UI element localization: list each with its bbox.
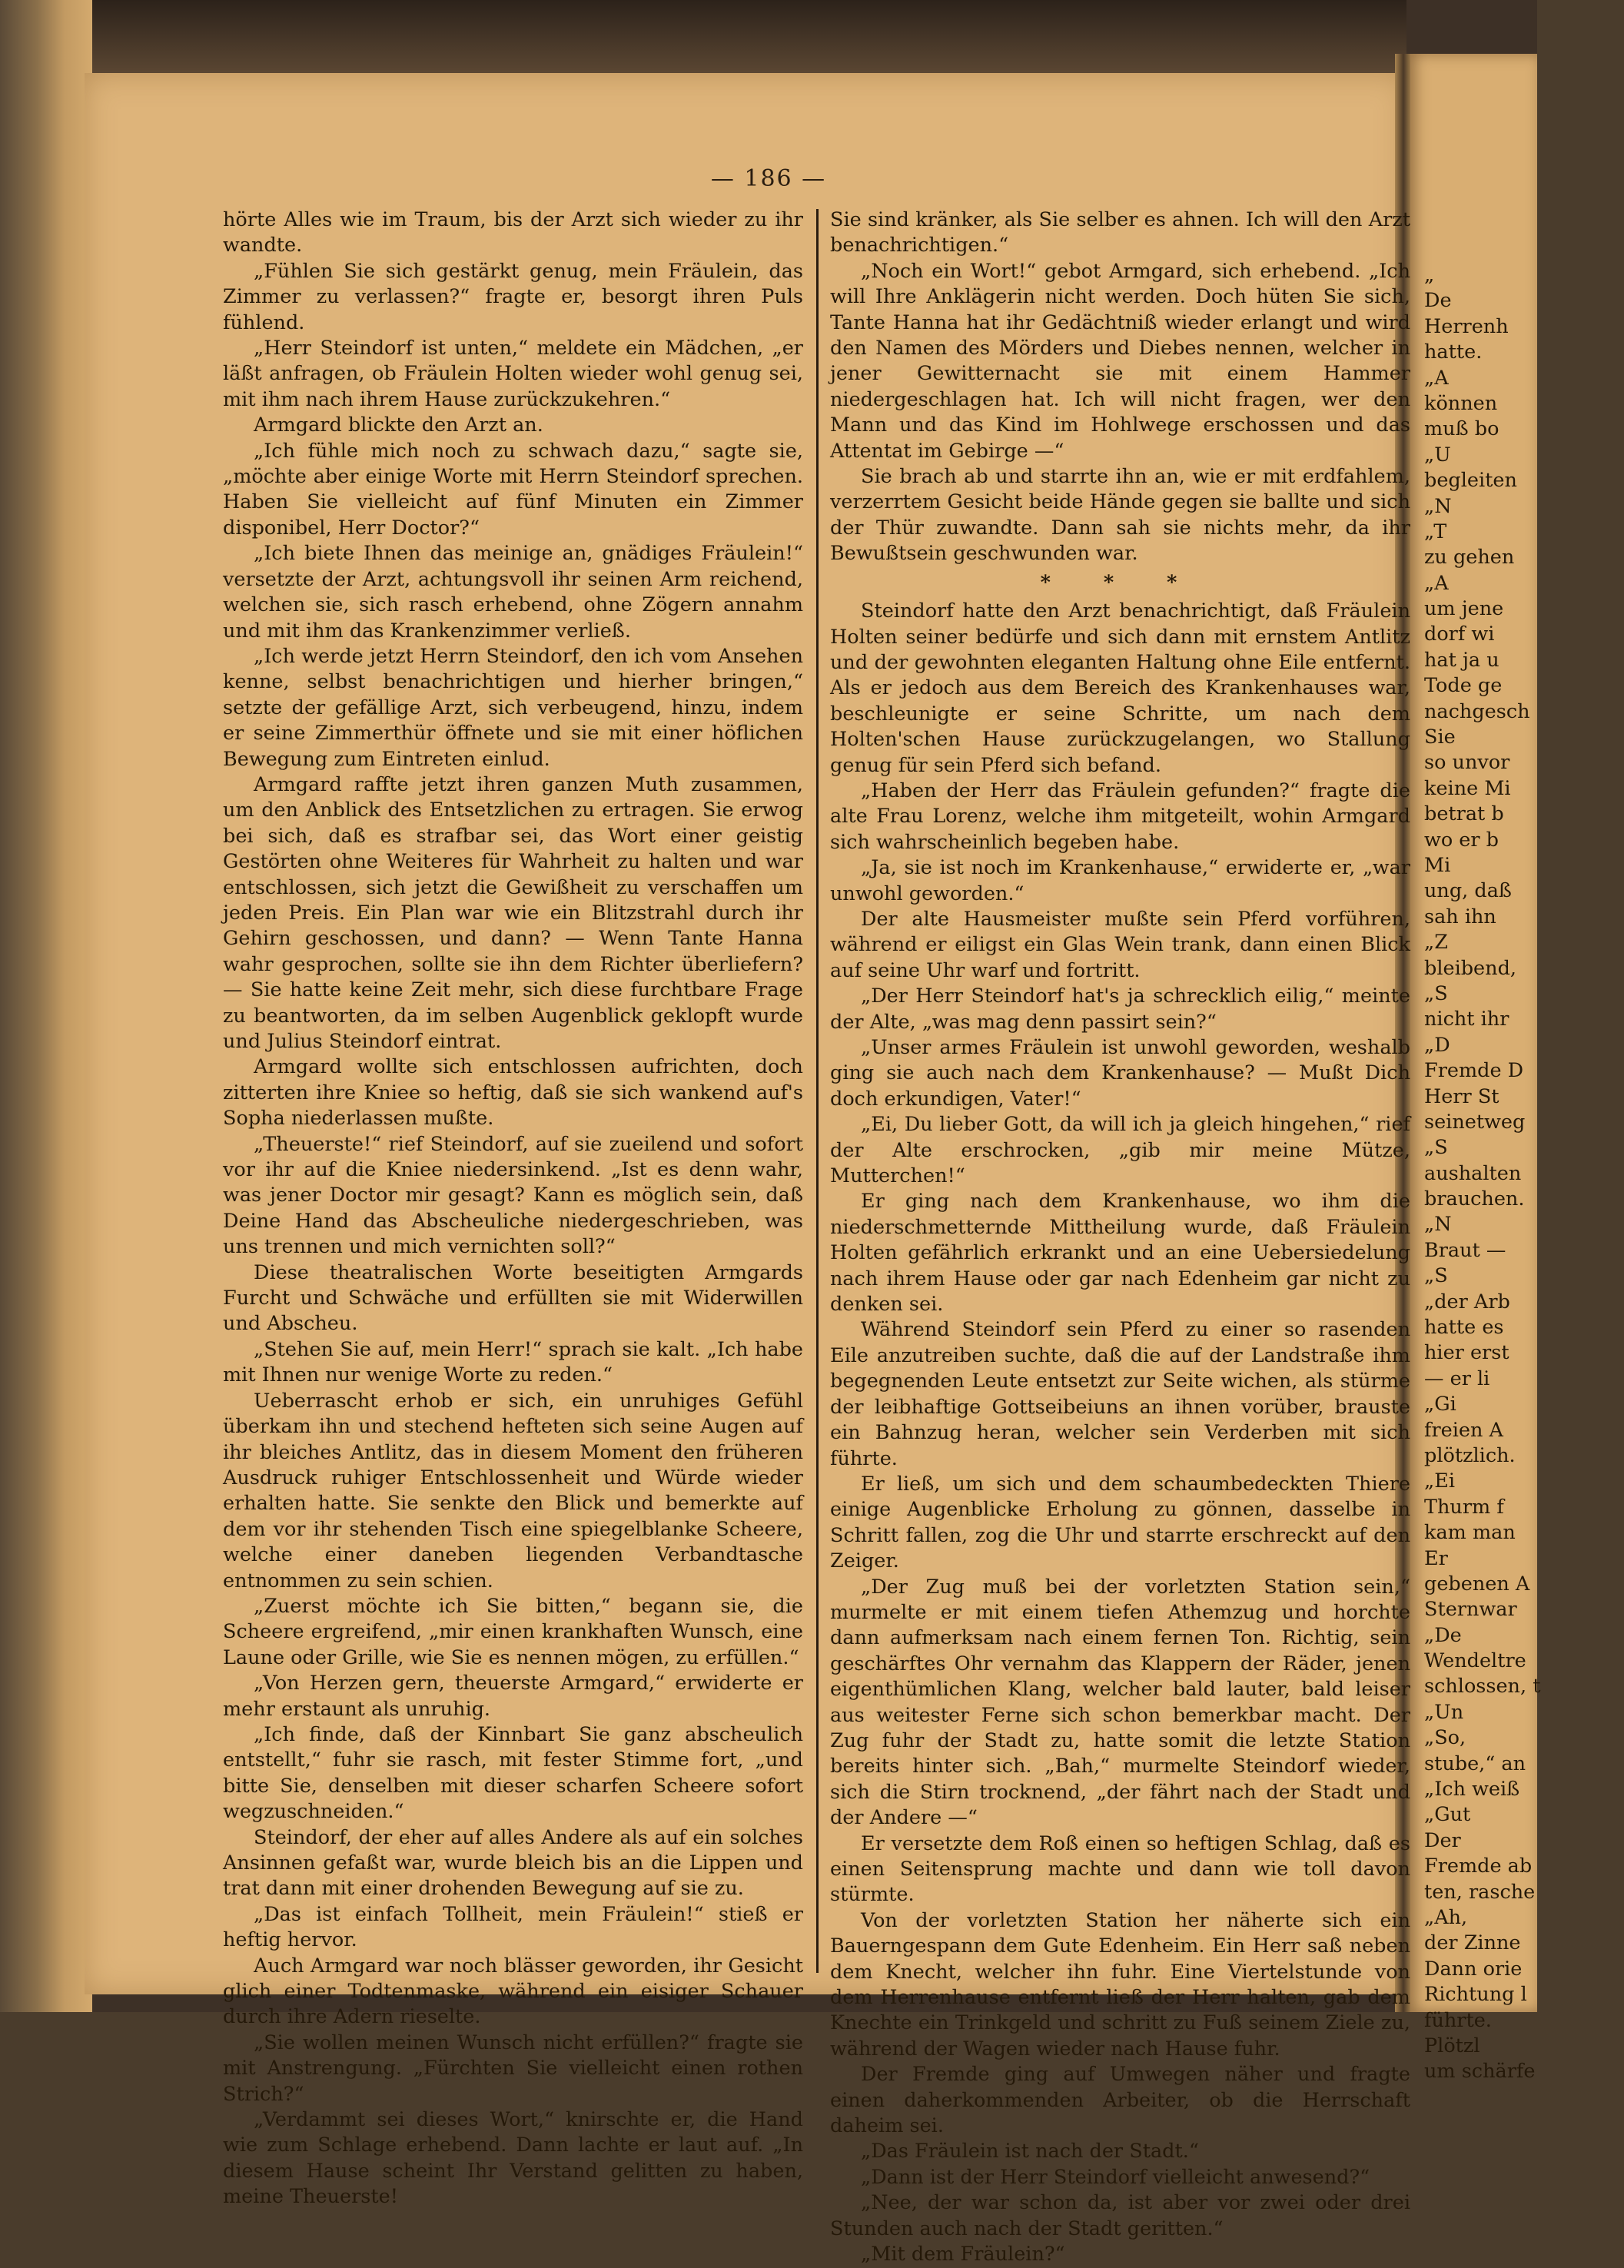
next-page-line: Herrenh (1424, 314, 1509, 338)
next-page-line: „ (1424, 264, 1435, 287)
paragraph: Sie brach ab und starrte ihn an, wie er mit erdfahlem, verzerrtem Gesicht beide Hände gegen sie ballte und sich der Thür zuwandte. Dann sah sie nichts mehr, da ihr Bewußtsein geschwunden war. (830, 465, 1410, 566)
next-page-line: Plötzl (1424, 2034, 1480, 2057)
next-page-line: Herr St (1424, 1084, 1499, 1108)
paragraph: Während Steindorf sein Pferd zu einer so rasenden Eile anzutreiben suchte, daß die auf der Landstraße ihm begegnenden Leute entsetzt zur Seite wichen, als stürme der leibhaftige Gottseibeiuns an ihnen vorüber, brauste ein Bahnzug heran, welcher sein Verderben mit sich führte. (830, 1318, 1410, 1470)
paragraph: „Von Herzen gern, theuerste Armgard,“ erwiderte er mehr erstaunt als unruhig. (223, 1672, 803, 1721)
paragraph: Armgard wollte sich entschlossen aufrichten, doch zitterten ihre Kniee so heftig, daß sie sich wankend auf's Sopha niederlassen mußte. (223, 1055, 803, 1131)
next-page-line: De (1424, 289, 1452, 313)
paragraph: Der alte Hausmeister mußte sein Pferd vorführen, während er eiligst ein Glas Wein trank, dann einen Blick auf seine Uhr warf und fortritt. (830, 907, 1410, 982)
next-page-line: Tode ge (1424, 674, 1503, 698)
next-page-line: „A (1424, 366, 1449, 390)
paragraph: „Nee, der war schon da, ist aber vor zwei oder drei Stunden auch nach der Stadt geritten.“ (830, 2191, 1410, 2240)
next-page-line: nachgesch (1424, 699, 1530, 723)
paragraph: „Dann ist der Herr Steindorf vielleicht anwesend?“ (861, 2165, 1370, 2189)
next-page-line: aushalten (1424, 1161, 1522, 1185)
section-separator: * * * (1040, 570, 1201, 594)
next-page-line: — er li (1424, 1366, 1490, 1390)
next-page-line: „T (1424, 520, 1447, 543)
page-number: — 186 — (710, 165, 827, 192)
paragraph: „Sie wollen meinen Wunsch nicht erfüllen?“ fragte sie mit Anstrengung. „Fürchten Sie vielleicht einen rothen Strich?“ (223, 2031, 803, 2106)
paragraph: „Ich fühle mich noch zu schwach dazu,“ sagte sie, „möchte aber einige Worte mit Herrn Steindorf sprechen. Haben Sie vielleicht auf fünf Minuten ein Zimmer disponibel, Herr Doctor?“ (223, 439, 803, 540)
next-page-line: plötzlich. (1424, 1443, 1516, 1467)
paragraph: Ueberrascht erhob er sich, ein unruhiges Gefühl überkam ihn und stechend hefteten sich seine Augen auf ihr bleiches Antlitz, das in diesem Moment den früheren Ausdruck ruhiger Entschlossenheit und Würde wieder erhalten hatte. Sie senkte den Blick und bemerkte auf dem vor ihr stehenden Tisch eine spiegelblanke Scheere, welche einer daneben liegenden Verbandtasche entnommen zu sein schien. (223, 1389, 803, 1592)
next-page-line: „U (1424, 443, 1451, 467)
next-page-line: „Ich weiß (1424, 1778, 1520, 1801)
next-page-line: nicht ihr (1424, 1008, 1509, 1031)
paragraph: „Der Herr Steindorf hat's ja schrecklich eilig,“ meinte der Alte, „was mag denn passirt sein?“ (830, 985, 1410, 1034)
paragraph: Er ließ, um sich und dem schaumbedeckten Thiere einige Augenblicke Erholung zu gönnen, dasselbe in Schritt fallen, zog die Uhr und starrte erschreckt auf den Zeiger. (830, 1472, 1410, 1573)
next-page-line: Er (1424, 1546, 1448, 1570)
next-page-line: um jene (1424, 597, 1504, 621)
page-stack-edge (0, 0, 92, 2012)
paragraph: „Das Fräulein ist nach der Stadt.“ (861, 2140, 1199, 2163)
paragraph: Diese theatralischen Worte beseitigten Armgards Furcht und Schwäche und erfüllten sie mit Widerwillen und Abscheu. (223, 1260, 803, 1336)
next-page-line: „A (1424, 571, 1449, 595)
next-page-line: „S (1424, 981, 1448, 1005)
next-page-line: kam man (1424, 1521, 1516, 1545)
paragraph: „Ei, Du lieber Gott, da will ich ja gleich hingehen,“ rief der Alte erschrocken, „gib mir meine Mütze, Mutterchen!“ (830, 1113, 1410, 1188)
next-page-line: brauchen. (1424, 1187, 1525, 1211)
next-page-line: Thurm f (1424, 1495, 1504, 1519)
next-page-line: „Ei (1424, 1469, 1455, 1493)
paragraph: „Mit dem Fräulein?“ (861, 2243, 1065, 2266)
next-page-line: Sie (1424, 726, 1456, 749)
right-column (830, 208, 1410, 2268)
next-page-line: dorf wi (1424, 623, 1495, 646)
paragraph: Er versetzte dem Roß einen so heftigen Schlag, daß es einen Seitensprung machte und dann wie toll davon stürmte. (830, 1831, 1410, 1907)
paragraph: „Unser armes Fräulein ist unwohl geworden, weshalb ging sie auch nach dem Krankenhause? — Mußt Dich doch erkundigen, Vater!“ (830, 1036, 1410, 1111)
next-page-line: Richtung l (1424, 1983, 1527, 2007)
paragraph: „Ich werde jetzt Herrn Steindorf, den ich vom Ansehen kenne, selbst benachrichtigen und hierher bringen,“ setzte der gefällige Arzt, sich verbeugend, hinzu, indem er seine Zimmerthür öffnete und sie mit einer höflichen Bewegung zum Eintreten einlud. (223, 644, 803, 771)
next-page (1410, 54, 1541, 2084)
next-page-line: um schärfe (1424, 2060, 1536, 2084)
next-page-line: Fremde ab (1424, 1855, 1533, 1878)
paragraph: „Stehen Sie auf, mein Herr!“ sprach sie kalt. „Ich habe mit Ihnen nur wenige Worte zu reden.“ (223, 1337, 803, 1387)
next-page-line: hier erst (1424, 1341, 1509, 1365)
next-page-line: begleiten (1424, 469, 1517, 493)
next-page-line: Dann orie (1424, 1957, 1523, 1981)
next-page-line: führte. (1424, 2008, 1492, 2032)
next-page-line: gebenen A (1424, 1572, 1530, 1596)
paragraph: Steindorf hatte den Arzt benachrichtigt, daß Fräulein Holten seiner bedürfe und sich dann mit ernstem Antlitz und der gewohnten eleganten Haltung ohne Eile entfernt. Als er jedoch aus dem Bereich des Krankenhauses war, beschleunigte er seine Schritte, um nach dem Holten'schen Hause zurückzugelangen, wo Stallung genug für sein Pferd sich befand. (830, 599, 1410, 777)
paragraph: „Zuerst möchte ich Sie bitten,“ begann sie, die Scheere ergreifend, „mir einen krankhaften Wunsch, eine Laune oder Grille, wie Sie es nennen mögen, zu erfüllen.“ (223, 1594, 803, 1669)
next-page-line: hatte es (1424, 1316, 1504, 1340)
next-page-line: muß bo (1424, 417, 1499, 441)
next-page-line: hatte. (1424, 340, 1483, 364)
next-page-line: schlossen, t (1424, 1675, 1541, 1699)
next-page-line: Der (1424, 1828, 1461, 1852)
paragraph: „Fühlen Sie sich gestärkt genug, mein Fräulein, das Zimmer zu verlassen?“ fragte er, besorgt ihren Puls fühlend. (223, 259, 803, 334)
paragraph: Von der vorletzten Station her näherte sich ein Bauerngespann dem Gute Edenheim. Ein Herr saß neben dem Knecht, welcher ihn fuhr. Eine Viertelstunde von dem Herrenhause entfernt ließ der Herr halten, gab dem Knechte ein Trinkgeld und schritt zu Fuß seinem Ziele zu, während der Wagen wieder nach Hause fuhr. (830, 1908, 1410, 2060)
next-page-line: wo er b (1424, 828, 1499, 852)
next-page-line: Fremde D (1424, 1059, 1524, 1083)
paragraph: „Das ist einfach Tollheit, mein Fräulein!“ stieß er heftig hervor. (223, 1902, 803, 1952)
next-page-line: „S (1424, 1136, 1448, 1160)
left-column (223, 208, 803, 2210)
next-page-line: „D (1424, 1033, 1450, 1057)
paragraph: Steindorf, der eher auf alles Andere als auf ein solches Ansinnen gefaßt war, wurde bleich bis an die Lippen und trat dann mit einer drohenden Bewegung auf sie zu. (223, 1825, 803, 1901)
paragraph: „Herr Steindorf ist unten,“ meldete ein Mädchen, „er läßt anfragen, ob Fräulein Holten wieder wohl genug sei, mit ihm nach ihrem Hause zurückzukehren.“ (223, 337, 803, 411)
next-page-line: ung, daß (1424, 879, 1512, 903)
next-page-line: ten, rasche (1424, 1880, 1536, 1904)
paragraph: „Haben der Herr das Fräulein gefunden?“ fragte die alte Frau Lorenz, welche ihm mitgeteilt, wohin Armgard sich wahrscheinlich begeben habe. (830, 779, 1410, 854)
right-column-part-2 (830, 599, 1410, 2267)
paragraph: Der Fremde ging auf Umwegen näher und fragte einen daherkommenden Arbeiter, ob die Herrschaft daheim sei. (830, 2063, 1410, 2138)
paragraph: „Ich finde, daß der Kinnbart Sie ganz abscheulich entstellt,“ fuhr sie rasch, mit fester Stimme fort, „und bitte Sie, denselben mit dieser scharfen Scheere sofort wegzuschneiden.“ (223, 1722, 803, 1824)
paragraph: „Ich biete Ihnen das meinige an, gnädiges Fräulein!“ versetzte der Arzt, achtungsvoll ihr seinen Arm reichend, welchen sie, sich rasch erhebend, ohne Zögern annahm und mit ihm das Krankenzimmer verließ. (223, 542, 803, 643)
paragraph: „Noch ein Wort!“ gebot Armgard, sich erhebend. „Ich will Ihre Anklägerin nicht werden. Doch hüten Sie sich, Tante Hanna hat ihr Gedächtniß wieder erlangt und wird den Namen des Mörders und Diebes nennen, welcher in jener Gewitternacht sie mit einem Hammer niedergeschlagen hat. Ich will nicht fragen, wer den Mann und das Kind im Hohlwege erschossen und das Attentat im Gebirge —“ (830, 259, 1410, 463)
next-page-line: „N (1424, 1213, 1452, 1237)
next-page-line: „Gut (1424, 1803, 1471, 1827)
paragraph: Auch Armgard war noch blässer geworden, ihr Gesicht glich einer Todtenmaske, während ein eisiger Schauer durch ihre Adern rieselte. (223, 1954, 803, 2029)
paragraph: „Theuerste!“ rief Steindorf, auf sie zueilend und sofort vor ihr auf die Kniee niedersinkend. „Ist es denn wahr, was jener Doctor mir gesagt? Kann es möglich sein, daß Deine Hand das Abscheuliche niedergeschrieben, was uns trennen und mich vernichten soll?“ (223, 1132, 803, 1259)
paragraph: „Verdammt sei dieses Wort,“ knirschte er, die Hand wie zum Schlage erhebend. Dann lachte er laut auf. „In diesem Hause scheint Ihr Verstand gelitten zu haben, meine Theuerste! (223, 2108, 803, 2209)
paragraph: Armgard raffte jetzt ihren ganzen Muth zusammen, um den Anblick des Entsetzlichen zu ertragen. Sie erwog bei sich, daß es strafbar sei, das Wort einer geistig Gestörten ohne Weiteres für Wahrheit zu halten und war entschlossen, sich jetzt die Gewißheit zu verschaffen um jeden Preis. Ein Plan war wie ein Blitzstrahl durch ihr Gehirn geschossen, und dann? — Wenn Tante Hanna wahr gesprochen, sollte sie ihn dem Richter überliefern? — Sie hatte keine Zeit mehr, sich diese furchtbare Frage zu beantworten, da im selben Augenblick geklopft wurde und Julius Steindorf eintrat. (223, 772, 803, 1053)
paragraph: Sie sind kränker, als Sie selber es ahnen. Ich will den Arzt benachrichtigen.“ (830, 208, 1410, 257)
next-page-line: seinetweg (1424, 1110, 1526, 1134)
paragraph: hörte Alles wie im Traum, bis der Arzt sich wieder zu ihr wandte. (223, 208, 803, 257)
next-page-line: „De (1424, 1623, 1462, 1647)
next-page-line: freien A (1424, 1418, 1503, 1442)
column-divider (816, 209, 819, 1973)
next-page-line: „Z (1424, 931, 1448, 955)
next-page-line: Braut — (1424, 1238, 1506, 1262)
paragraph: „Ja, sie ist noch im Krankenhause,“ erwiderte er, „war unwohl geworden.“ (830, 856, 1410, 905)
next-page-line: können (1424, 391, 1498, 415)
next-page-line: „S (1424, 1264, 1448, 1288)
next-page-column (1424, 263, 1624, 2085)
next-page-line: Mi (1424, 853, 1451, 877)
next-page-line: bleibend, (1424, 956, 1516, 980)
next-page-line: hat ja u (1424, 648, 1499, 672)
next-page-line: zu gehen (1424, 546, 1515, 569)
paragraph: „Der Zug muß bei der vorletzten Station sein,“ murmelte er mit einem tiefen Athemzug und horchte dann aufmerksam nach einem fernen Ton. Richtig, sein geschärftes Ohr vernahm das Klappern der Räder, jenen eigenthümlichen Klang, welcher bald lauter, bald leiser aus weitester Ferne sich schon bemerkbar macht. Der Zug fuhr der Stadt zu, hatte somit die letzte Station bereits hinter sich. „Bah,“ murmelte Steindorf wieder, sich die Stirn trocknend, „der fährt nach der Stadt und der Andere —“ (830, 1575, 1410, 1830)
next-page-line: „So, (1424, 1726, 1466, 1750)
next-page-line: „Ah, (1424, 1906, 1468, 1929)
paragraph: Armgard blickte den Arzt an. (254, 413, 543, 437)
next-page-line: stube,“ an (1424, 1752, 1526, 1775)
next-page-line: Sternwar (1424, 1598, 1517, 1622)
right-column-part-1 (830, 208, 1410, 567)
next-page-line: „Un (1424, 1700, 1464, 1724)
next-page-line: „N (1424, 494, 1452, 518)
next-page-line: „der Arb (1424, 1290, 1510, 1313)
book-top-edge (85, 0, 1406, 73)
next-page-line: Wendeltre (1424, 1649, 1526, 1673)
next-page-line: „Gi (1424, 1393, 1456, 1416)
next-page-line: der Zinne (1424, 1931, 1521, 1955)
paragraph: Er ging nach dem Krankenhause, wo ihm die niederschmetternde Mittheilung wurde, daß Fräulein Holten gefährlich erkrankt und an eine Uebersiedelung nach ihrem Hause oder gar nach Edenheim gar nicht zu denken sei. (830, 1190, 1410, 1317)
next-page-line: keine Mi (1424, 776, 1511, 800)
next-page-line: so unvor (1424, 751, 1510, 775)
next-page-line: sah ihn (1424, 905, 1496, 928)
next-page-line: betrat b (1424, 802, 1504, 826)
